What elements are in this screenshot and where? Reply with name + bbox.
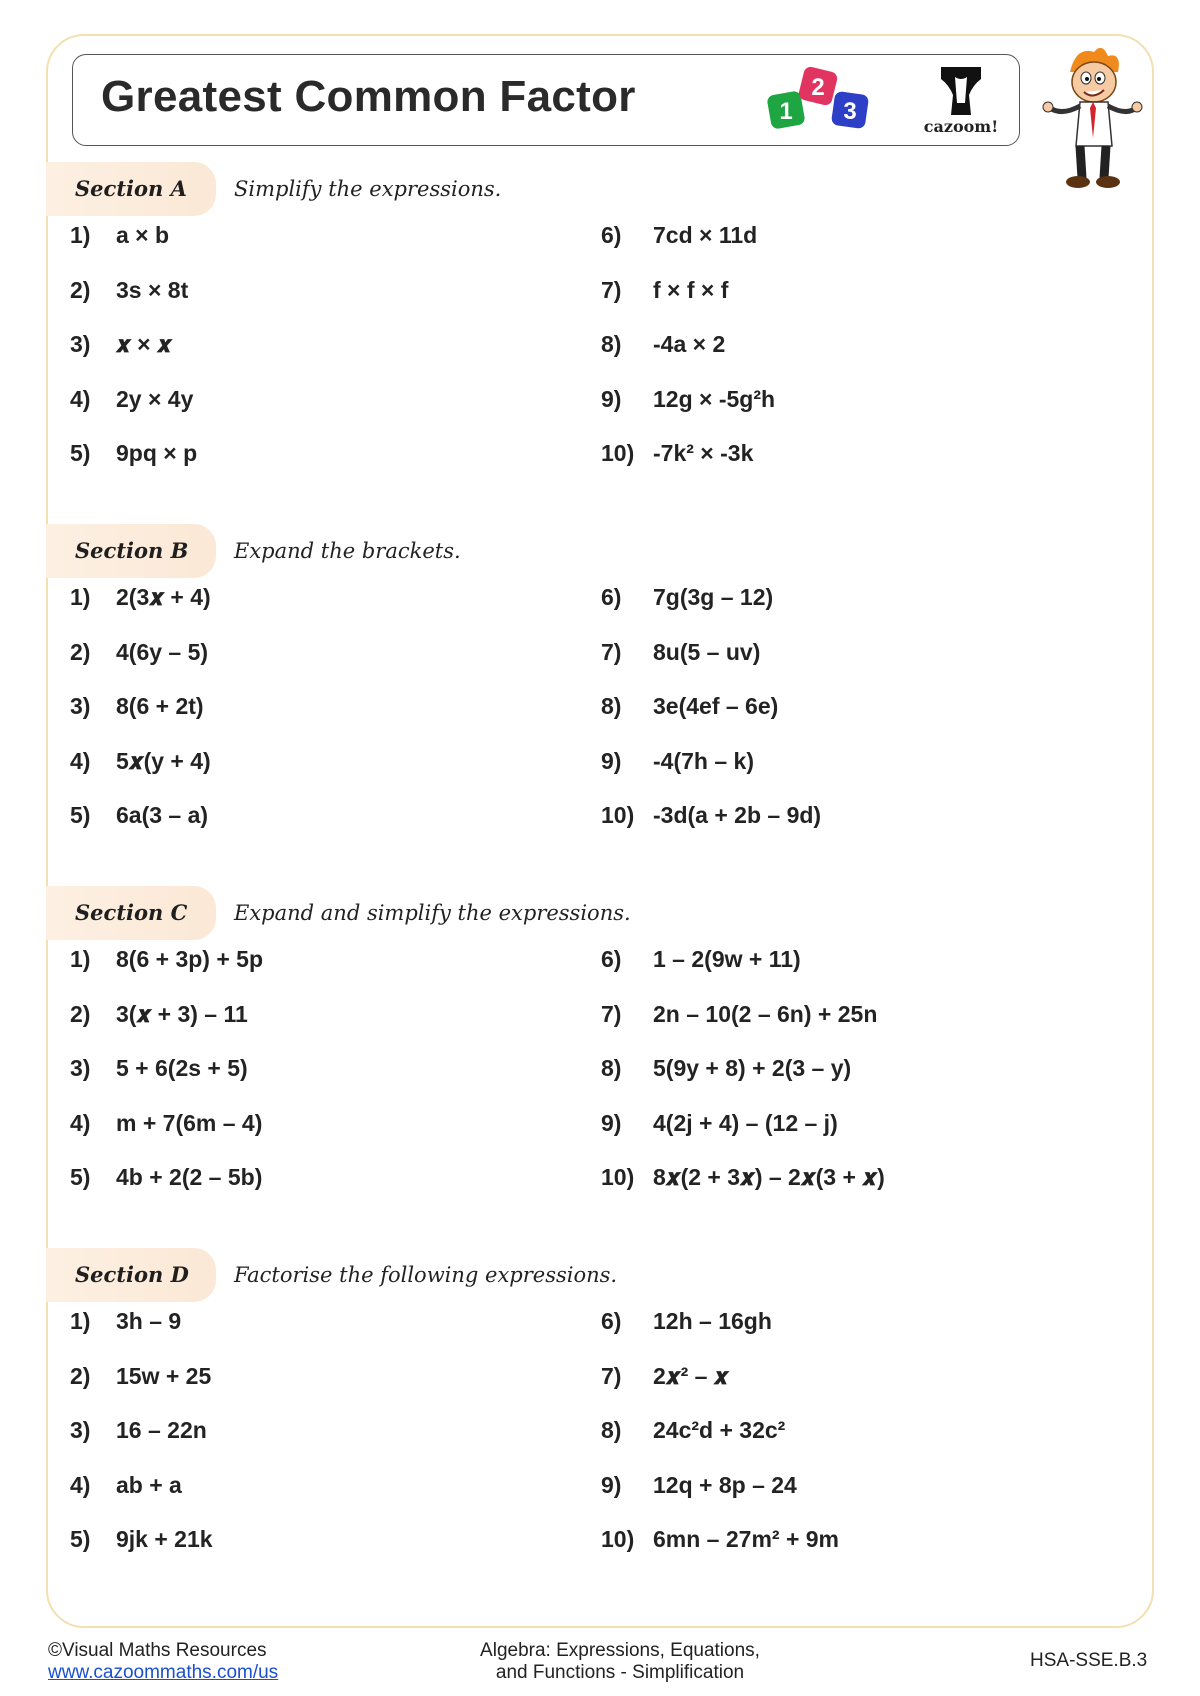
- section-instruction: Factorise the following expressions.: [234, 1263, 618, 1287]
- question-number: 4): [70, 1471, 91, 1498]
- question-expression: 3h – 9: [116, 1308, 182, 1334]
- question-number: 1): [70, 946, 91, 972]
- question-item: [70, 222, 169, 249]
- question-expression: 8𝒙(2 + 3𝒙) – 2𝒙(3 + 𝒙): [653, 1164, 885, 1190]
- cube-3: [831, 91, 869, 129]
- question-number: 7): [601, 1000, 622, 1027]
- question-number: 6): [601, 946, 622, 972]
- website-link[interactable]: www.cazoommaths.com/us: [48, 1662, 279, 1683]
- cube-2-label: 2: [811, 74, 825, 101]
- section-header: [46, 886, 1154, 940]
- question-item: [70, 1363, 211, 1390]
- section-header: [46, 162, 1154, 216]
- question-item: [601, 1308, 772, 1335]
- question-expression: 3e(4ef – 6e): [653, 693, 779, 719]
- question-number: 2): [70, 1362, 91, 1389]
- question-number: 8): [601, 693, 622, 719]
- section-c: [46, 886, 1154, 1190]
- question-number: 3): [70, 331, 91, 357]
- question-item: [601, 584, 773, 611]
- page-border: [46, 34, 1154, 1628]
- section-title: Section A: [75, 176, 187, 201]
- question-number: 9): [601, 1109, 622, 1136]
- question-item: [70, 802, 208, 829]
- question-item: [601, 1055, 851, 1082]
- question-expression: 8(6 + 2t): [116, 693, 204, 719]
- question-number: 9): [601, 385, 622, 412]
- question-number: 1): [70, 1308, 91, 1334]
- question-number: 6): [601, 1308, 622, 1334]
- question-number: 8): [601, 1055, 622, 1081]
- section-d: [46, 1248, 1154, 1552]
- question-item: [70, 386, 193, 413]
- question-number: 6): [601, 584, 622, 610]
- cube-1-label: 1: [779, 98, 793, 125]
- question-number: 2): [70, 638, 91, 665]
- footer-topic: [440, 1640, 800, 1684]
- question-expression: 2y × 4y: [116, 385, 194, 412]
- section-title: Section B: [75, 538, 189, 563]
- question-expression: 24c²d + 32c²: [653, 1417, 786, 1443]
- question-item: [601, 1363, 729, 1390]
- question-item: [70, 1001, 248, 1028]
- question-number: 4): [70, 385, 91, 412]
- question-number: 1): [70, 222, 91, 248]
- question-item: [601, 639, 760, 666]
- question-expression: 5𝒙(y + 4): [116, 747, 211, 774]
- question-expression: 7cd × 11d: [653, 222, 758, 248]
- question-item: [601, 802, 821, 829]
- question-number: 5): [70, 1526, 91, 1552]
- question-expression: a × b: [116, 222, 170, 248]
- question-number: 10): [601, 440, 635, 466]
- question-item: [601, 331, 725, 358]
- question-item: [70, 1526, 213, 1553]
- section-instruction: Expand the brackets.: [234, 539, 461, 563]
- question-expression: 3s × 8t: [116, 276, 189, 303]
- section-header: [46, 524, 1154, 578]
- question-expression: 4(6y – 5): [116, 638, 209, 665]
- question-number: 5): [70, 802, 91, 828]
- question-item: [70, 693, 204, 720]
- question-expression: -4(7h – k): [653, 747, 754, 774]
- cazoom-logo: [911, 65, 1011, 141]
- question-number: 10): [601, 802, 635, 828]
- question-item: [70, 440, 197, 467]
- question-expression: 8(6 + 3p) + 5p: [116, 946, 264, 972]
- question-item: [70, 639, 208, 666]
- section-title: Section D: [75, 1262, 189, 1287]
- question-item: [601, 1164, 885, 1191]
- question-expression: -7k² × -3k: [653, 440, 754, 466]
- topic-line-1: Algebra: Expressions, Equations,: [480, 1640, 760, 1661]
- question-expression: 16 – 22n: [116, 1417, 207, 1443]
- question-item: [601, 693, 778, 720]
- question-expression: 5 + 6(2s + 5): [116, 1055, 248, 1081]
- question-expression: 9jk + 21k: [116, 1526, 213, 1552]
- standard-code: HSA-SSE.B.3: [1030, 1650, 1148, 1671]
- question-number: 2): [70, 276, 91, 303]
- question-item: [601, 440, 753, 467]
- question-item: [70, 1110, 262, 1137]
- question-expression: 8u(5 – uv): [653, 638, 761, 665]
- question-expression: 𝒙 × 𝒙: [116, 331, 172, 357]
- question-number: 2): [70, 1000, 91, 1027]
- question-expression: -3d(a + 2b – 9d): [653, 802, 822, 828]
- question-number: 3): [70, 1055, 91, 1081]
- question-item: [601, 946, 801, 973]
- question-item: [70, 946, 263, 973]
- question-number: 10): [601, 1526, 635, 1552]
- section-instruction: Simplify the expressions.: [234, 177, 502, 201]
- question-item: [70, 1472, 182, 1499]
- cube-2: [797, 65, 838, 106]
- question-expression: 2𝒙² – 𝒙: [653, 1362, 729, 1389]
- question-item: [70, 748, 211, 775]
- section-header: [46, 1248, 1154, 1302]
- question-number: 4): [70, 747, 91, 774]
- footer-credit: [48, 1640, 278, 1684]
- question-expression: 2n – 10(2 – 6n) + 25n: [653, 1000, 878, 1027]
- question-expression: 7g(3g – 12): [653, 584, 774, 610]
- copyright-text: ©Visual Maths Resources: [48, 1640, 267, 1661]
- question-expression: 4(2j + 4) – (12 – j): [653, 1109, 838, 1136]
- question-expression: 6mn – 27m² + 9m: [653, 1526, 840, 1552]
- question-expression: ab + a: [116, 1471, 182, 1498]
- question-item: [601, 386, 775, 413]
- question-expression: 5(9y + 8) + 2(3 – y): [653, 1055, 852, 1081]
- section-b: [46, 524, 1154, 828]
- question-expression: -4a × 2: [653, 331, 726, 357]
- question-number: 6): [601, 222, 622, 248]
- question-number: 7): [601, 638, 622, 665]
- question-number: 1): [70, 584, 91, 610]
- question-number: 9): [601, 1471, 622, 1498]
- section-instruction: Expand and simplify the expressions.: [234, 901, 631, 925]
- question-number: 5): [70, 1164, 91, 1190]
- question-item: [70, 1055, 248, 1082]
- question-number: 4): [70, 1109, 91, 1136]
- question-expression: 12q + 8p – 24: [653, 1471, 797, 1498]
- question-number: 8): [601, 331, 622, 357]
- question-item: [601, 1110, 838, 1137]
- question-item: [601, 1472, 797, 1499]
- question-item: [601, 277, 728, 304]
- question-number: 7): [601, 1362, 622, 1389]
- title-banner: [72, 54, 1020, 146]
- question-number: 9): [601, 747, 622, 774]
- question-expression: m + 7(6m – 4): [116, 1109, 263, 1136]
- question-item: [70, 277, 188, 304]
- question-expression: 4b + 2(2 – 5b): [116, 1164, 263, 1190]
- question-number: 7): [601, 276, 622, 303]
- question-number: 3): [70, 693, 91, 719]
- question-expression: 1 – 2(9w + 11): [653, 946, 801, 972]
- question-item: [601, 748, 754, 775]
- question-item: [70, 1308, 181, 1335]
- topic-line-2: and Functions - Simplification: [495, 1662, 745, 1683]
- question-expression: 9pq × p: [116, 440, 198, 466]
- question-expression: 12h – 16gh: [653, 1308, 772, 1334]
- question-item: [70, 331, 172, 358]
- question-number: 3): [70, 1417, 91, 1443]
- question-item: [601, 1417, 785, 1444]
- question-item: [601, 222, 757, 249]
- cazoom-wordmark: cazoom!: [923, 117, 999, 136]
- page-title: Greatest Common Factor: [101, 72, 636, 121]
- number-cubes-icon: [763, 61, 883, 141]
- question-item: [70, 584, 211, 611]
- question-number: 10): [601, 1164, 635, 1190]
- question-expression: f × f × f: [653, 276, 729, 303]
- question-item: [70, 1164, 262, 1191]
- question-expression: 6a(3 – a): [116, 802, 209, 828]
- question-number: 8): [601, 1417, 622, 1443]
- question-item: [601, 1526, 839, 1553]
- question-item: [70, 1417, 207, 1444]
- question-expression: 3(𝒙 + 3) – 11: [116, 1000, 248, 1027]
- question-item: [601, 1001, 877, 1028]
- question-expression: 15w + 25: [116, 1362, 212, 1389]
- djembe-icon: [911, 65, 1011, 117]
- question-expression: 2(3𝒙 + 4): [116, 584, 211, 610]
- section-a: [46, 162, 1154, 466]
- cube-3-label: 3: [843, 98, 857, 125]
- section-title: Section C: [75, 900, 188, 925]
- question-expression: 12g × -5g²h: [653, 385, 776, 412]
- question-number: 5): [70, 440, 91, 466]
